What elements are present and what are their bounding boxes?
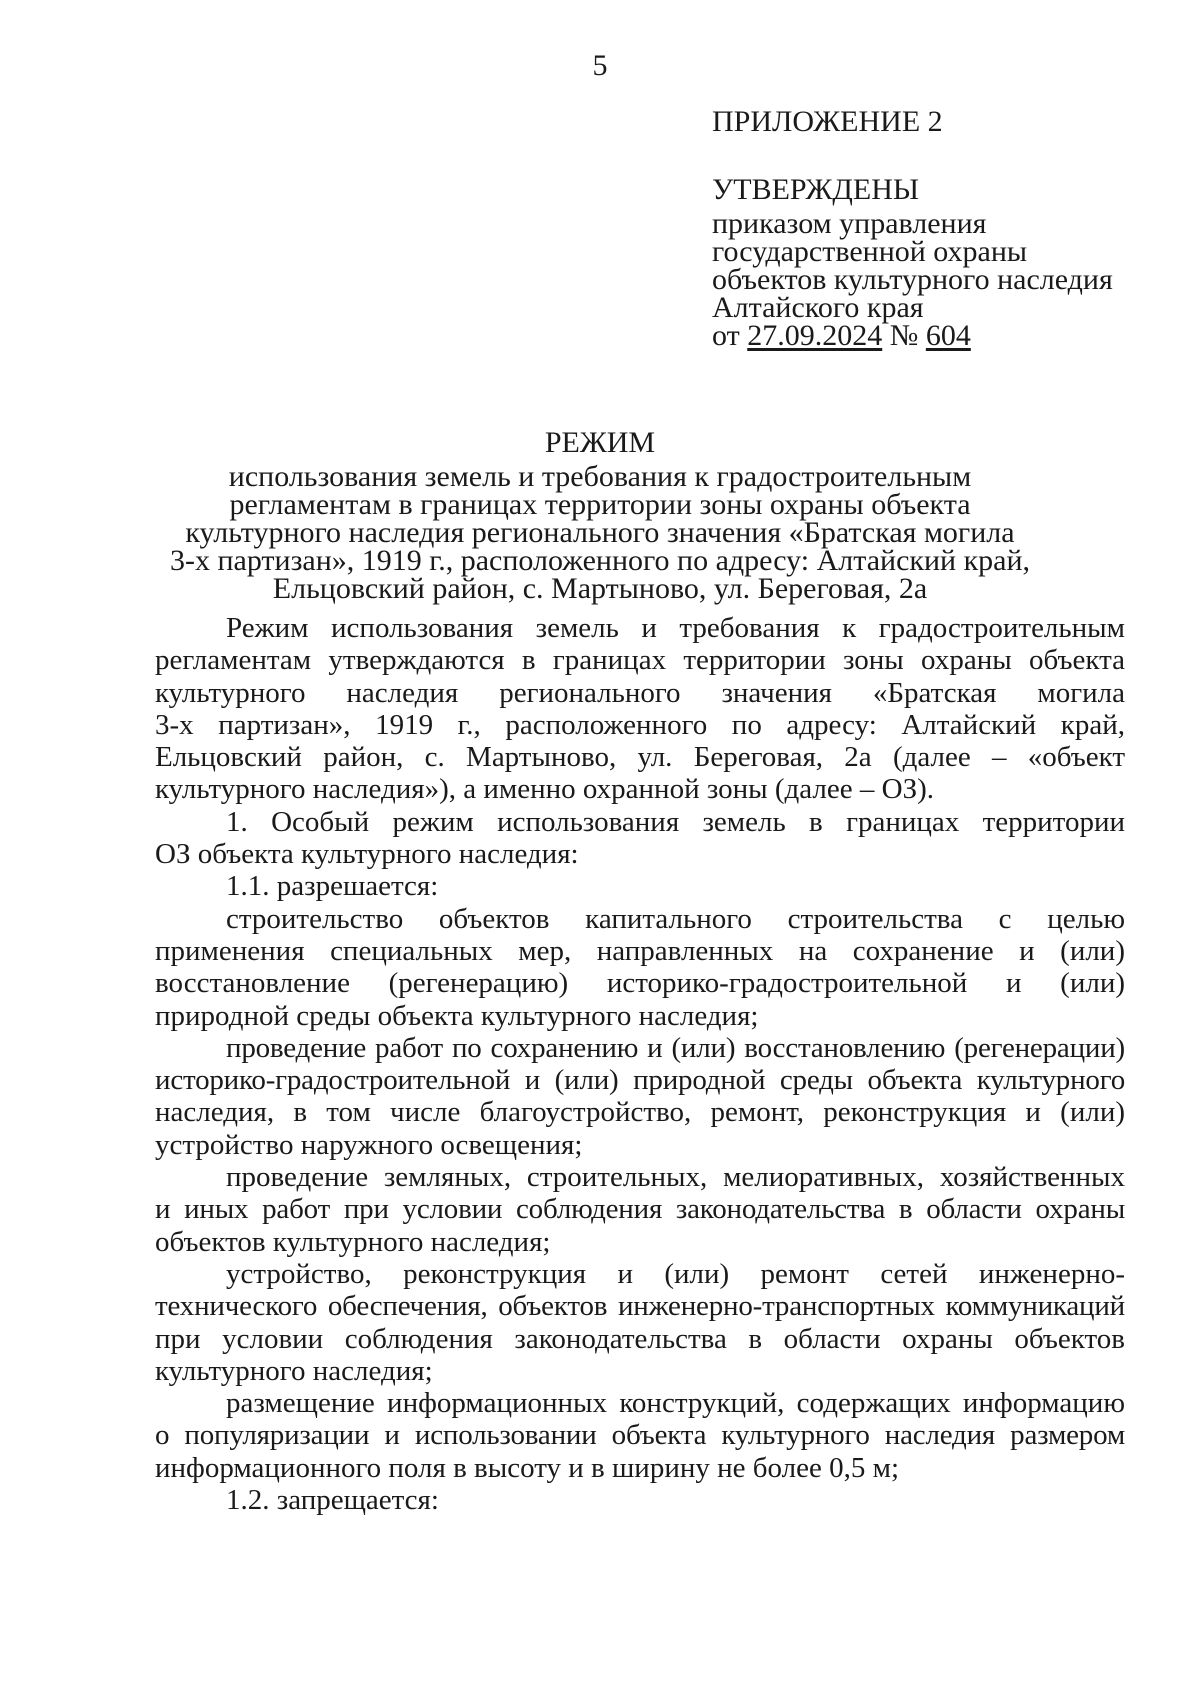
body-line: Ельцовский район, с. Мартыново, ул. Береговая, 2а (далее – «объект (155, 741, 1125, 774)
body-line: историко-градостроительной и (или) природной среды объекта культурного (155, 1064, 1125, 1097)
approval-number: 604 (925, 319, 971, 352)
body-line: технического обеспечения, объектов инженерно-транспортных коммуникаций (155, 1290, 1125, 1323)
body-line: и иных работ при условии соблюдения законодательства в области охраны (155, 1193, 1125, 1226)
document-body (155, 612, 1125, 1516)
document-subtitle-line: 3-х партизан», 1919 г., расположенного по адресу: Алтайский край, (169, 544, 1031, 577)
approval-line: Алтайского края (712, 291, 924, 324)
body-line: 1.1. разрешается: (226, 870, 439, 903)
body-line: размещение информационных конструкций, содержащих информацию (226, 1387, 1125, 1420)
body-line: ОЗ объекта культурного наследия: (155, 838, 579, 871)
approval-date-line (712, 319, 1113, 352)
body-line: применения специальных мер, направленных на сохранение и (или) (155, 934, 1125, 967)
body-line: проведение земляных, строительных, мелиоративных, хозяйственных (226, 1161, 1125, 1194)
approval-line: государственной охраны (712, 235, 1028, 268)
page-number: 5 (592, 49, 608, 82)
body-line: объектов культурного наследия; (155, 1225, 551, 1258)
document-subtitle-line: регламентам в границах территории зоны охраны объекта (229, 488, 971, 521)
approval-line: приказом управления (712, 207, 987, 240)
document-subtitle-line: культурного наследия регионального значения «Братская могила (185, 516, 1015, 549)
body-line: Режим использования земель и требования к градостроительным (226, 612, 1125, 644)
body-line: 1.2. запрещается: (226, 1484, 439, 1517)
approval-date-prefix: от (712, 319, 748, 352)
body-line: культурного наследия регионального значения «Братская могила (155, 676, 1125, 709)
approval-block (712, 170, 1113, 350)
body-line: устройство, реконструкция и (или) ремонт сетей инженерно- (226, 1257, 1125, 1290)
document-subtitle-line: Ельцовский район, с. Мартыново, ул. Береговая, 2а (272, 572, 928, 605)
document-title-block (0, 423, 1200, 603)
body-line: устройство наружного освещения; (155, 1128, 583, 1161)
appendix-label: ПРИЛОЖЕНИЕ 2 (712, 105, 943, 138)
document-subtitle-line: использования земель и требования к градостроительным (228, 460, 972, 493)
body-line: 3-х партизан», 1919 г., расположенного по адресу: Алтайский край, (155, 708, 1125, 741)
body-line: при условии соблюдения законодательства в области охраны объектов (155, 1322, 1125, 1355)
approval-date: 27.09.2024 (747, 319, 883, 352)
body-line: культурного наследия; (155, 1354, 433, 1387)
body-line: о популяризации и использовании объекта культурного наследия размером (155, 1419, 1125, 1452)
body-line: строительство объектов капитального строительства с целью (226, 902, 1125, 935)
body-line: наследия, в том числе благоустройство, ремонт, реконструкция и (или) (155, 1096, 1125, 1129)
approval-title: УТВЕРЖДЕНЫ (712, 173, 920, 206)
body-line: восстановление (регенерацию) историко-градостроительной и (или) (155, 967, 1125, 1000)
approval-number-sign: № (882, 319, 926, 352)
body-line: регламентам утверждаются в границах территории зоны охраны объекта (155, 644, 1125, 677)
body-line: информационного поля в высоту и в ширину не более 0,5 м; (155, 1451, 900, 1484)
body-line: проведение работ по сохранению и (или) восстановлению (регенерации) (226, 1031, 1125, 1064)
body-line: природной среды объекта культурного наследия; (155, 999, 759, 1032)
body-line: культурного наследия»), а именно охранной зоны (далее – ОЗ). (155, 773, 935, 806)
approval-line: объектов культурного наследия (712, 263, 1113, 296)
document-title: РЕЖИМ (544, 426, 656, 459)
body-line: 1. Особый режим использования земель в границах территории (226, 805, 1125, 838)
